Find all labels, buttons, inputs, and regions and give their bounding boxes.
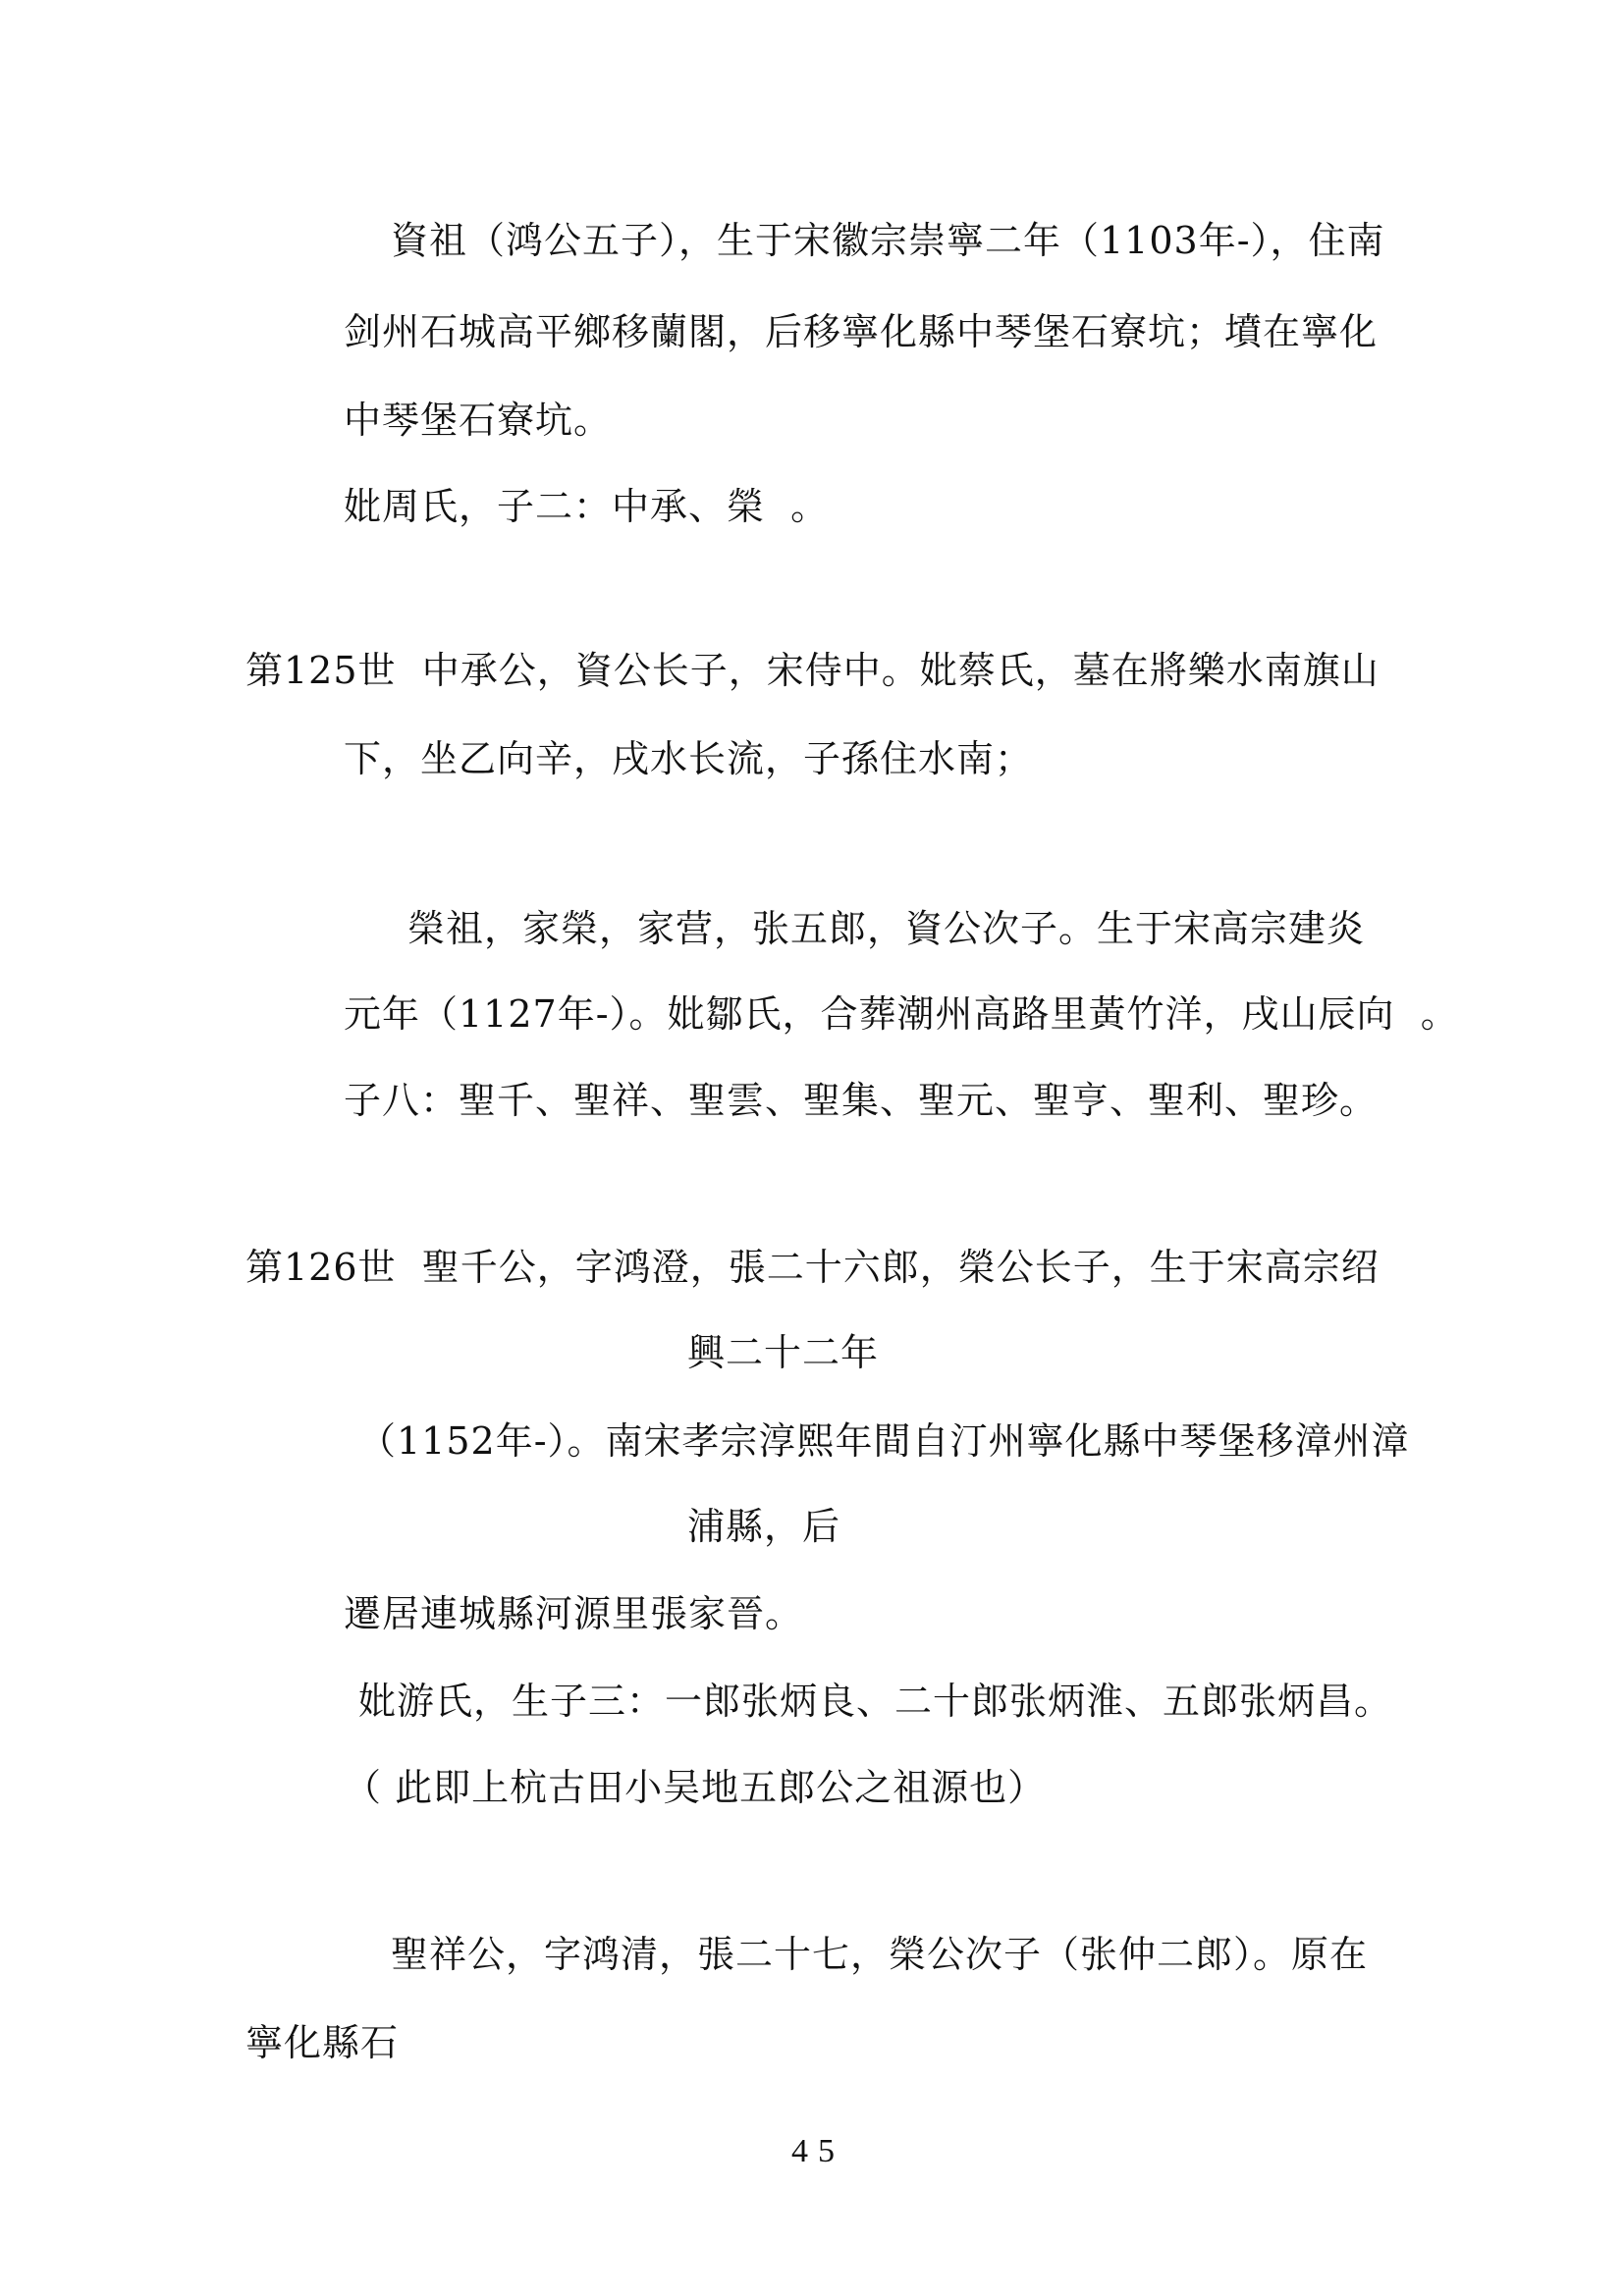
text-line: 資祖（鸿公五子），生于宋徽宗崇寧二年（1103年-），住南 — [391, 219, 1385, 262]
text-line: 寧化縣石 — [245, 2021, 400, 2064]
text-line: （ 此即上杭古田小吴地五郎公之祖源也） — [344, 1766, 1047, 1809]
page-number: 45 — [791, 2133, 844, 2169]
text-line: 下，坐乙向辛，戌水长流，子孫住水南； — [344, 737, 1034, 780]
text-line: 遷居連城縣河源里張家晉。 — [344, 1592, 804, 1635]
text-line: 榮祖，家榮，家营，张五郎，資公次子。生于宋高宗建炎 — [407, 907, 1366, 950]
text-line: 中琴堡石寮坑。 — [344, 399, 613, 442]
text-line: 第126世 聖千公，字鸿澄，張二十六郎，榮公长子，生于宋高宗绍 — [245, 1246, 1380, 1289]
text-line: 妣游氏，生子三：一郎张炳良、二十郎张炳淮、五郎张炳昌。 — [358, 1680, 1393, 1723]
text-line: 剑州石城高平鄉移蘭閣，后移寧化縣中琴堡石寮坑；墳在寧化 — [344, 310, 1379, 353]
text-line: 第125世 中承公，資公长子，宋侍中。妣蔡氏，墓在將樂水南旗山 — [245, 649, 1380, 692]
text-line: 聖祥公，字鸿清，張二十七，榮公次子（张仲二郎）。原在 — [391, 1933, 1369, 1976]
text-line: （1152年-）。南宋孝宗淳熙年間自汀州寧化縣中琴堡移漳州漳 — [358, 1419, 1410, 1463]
text-line: 子八：聖千、聖祥、聖雲、聖集、聖元、聖亨、聖利、聖珍。 — [344, 1079, 1379, 1122]
text-line: 妣周氏，子二：中承、榮 。 — [344, 485, 830, 528]
text-line: 元年（1127年-）。妣鄒氏，合葬潮州高路里黃竹洋，戌山辰向 。 — [344, 992, 1459, 1036]
text-line: 浦縣，后 — [687, 1505, 841, 1548]
text-line: 興二十二年 — [687, 1331, 880, 1374]
